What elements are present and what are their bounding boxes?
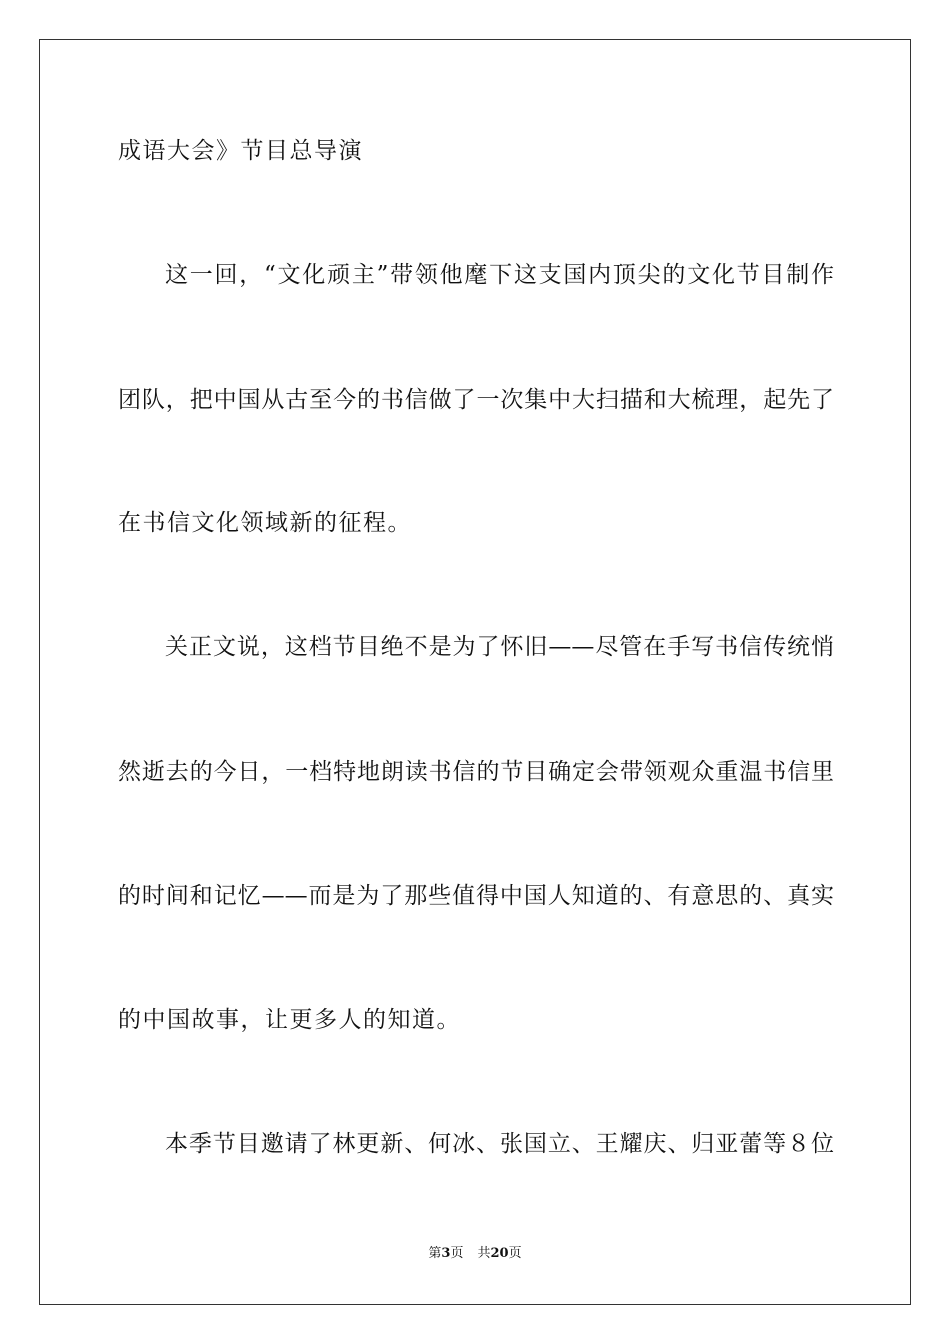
page-number: 3 (441, 1246, 451, 1261)
text-line-3: 团队，把中国从古至今的书信做了一次集中大扫描和大梳理，起先了 (118, 387, 834, 413)
text-line-9: 本季节目邀请了林更新、何冰、张国立、王耀庆、归亚蕾等８位 (165, 1131, 834, 1157)
page-border (39, 39, 911, 1305)
text-line-2: 这一回，“文化顽主”带领他麾下这支国内顶尖的文化节目制作 (165, 262, 834, 288)
text-line-6: 然逝去的今日，一档特地朗读书信的节目确定会带领观众重温书信里 (118, 759, 834, 785)
text-line-4: 在书信文化领域新的征程。 (118, 510, 412, 536)
total-prefix: 共 (477, 1246, 491, 1261)
page-indicator (428, 1245, 463, 1263)
total-indicator (477, 1245, 521, 1263)
page-prefix: 第 (428, 1246, 442, 1261)
page-suffix: 页 (450, 1246, 464, 1261)
total-suffix: 页 (508, 1246, 522, 1261)
text-line-5: 关正文说，这档节目绝不是为了怀旧——尽管在手写书信传统悄 (165, 634, 834, 660)
text-line-7: 的时间和记忆——而是为了那些值得中国人知道的、有意思的、真实 (118, 883, 834, 909)
text-line-1: 成语大会》节目总导演 (118, 138, 363, 164)
total-pages: 20 (490, 1246, 509, 1261)
page-footer (0, 1245, 950, 1263)
text-line-8: 的中国故事，让更多人的知道。 (118, 1007, 461, 1033)
